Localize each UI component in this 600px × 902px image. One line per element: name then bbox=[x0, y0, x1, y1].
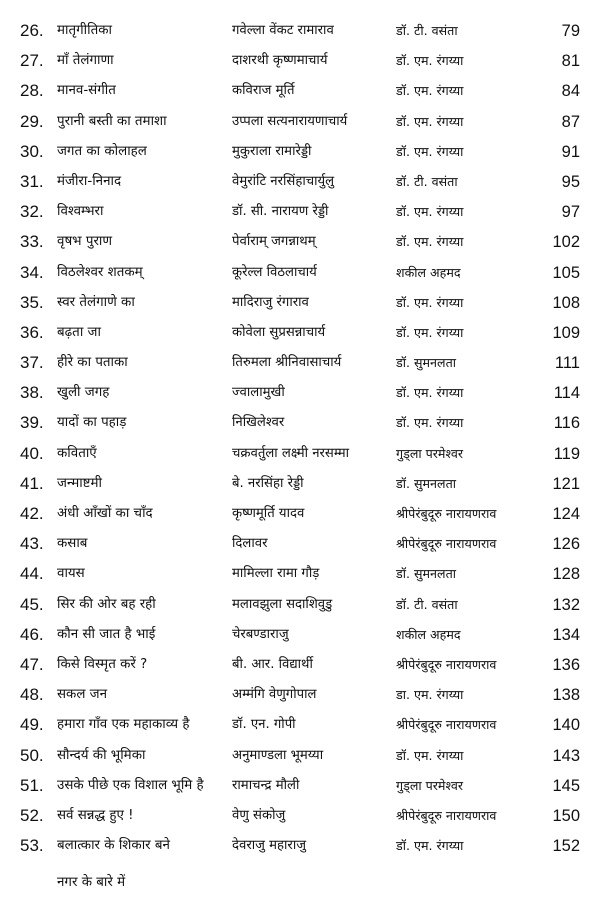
entry-title: मंजीरा-निनाद bbox=[57, 173, 122, 189]
entry-author: डॉ. एन. गोपी bbox=[232, 717, 296, 733]
entry-page-number: 79 bbox=[561, 22, 580, 40]
list-item bbox=[0, 76, 600, 106]
entry-author: दाशरथी कृष्णमाचार्य bbox=[232, 53, 328, 69]
list-item bbox=[0, 439, 600, 469]
entry-page-number: 81 bbox=[561, 52, 580, 71]
entry-translator: डॉ. टी. वसंता bbox=[396, 596, 458, 612]
entry-translator: डॉ. एम. रंगय्या bbox=[396, 113, 464, 129]
entry-number: 48. bbox=[20, 685, 44, 705]
entry-page-number: 143 bbox=[552, 746, 580, 765]
entry-page-number: 105 bbox=[552, 263, 580, 282]
entry-translator: शकील अहमद bbox=[396, 264, 461, 280]
entry-title: उसके पीछे एक विशाल भूमि है bbox=[57, 777, 204, 793]
list-item bbox=[0, 710, 600, 740]
entry-translator: श्रीपेरंबुदूरु नारायणराव bbox=[396, 717, 497, 733]
entry-title: माँ तेलंगाणा bbox=[57, 53, 114, 69]
entry-title: मानव-संगीत bbox=[57, 83, 116, 99]
entry-number: 35. bbox=[20, 292, 44, 312]
entry-title: हमारा गाँव एक महाकाव्य है bbox=[57, 717, 190, 733]
list-item bbox=[0, 801, 600, 831]
entry-page-number: 126 bbox=[552, 535, 580, 554]
list-item bbox=[0, 650, 600, 680]
entry-number: 52. bbox=[20, 805, 44, 825]
contents-list bbox=[0, 16, 600, 861]
entry-number: 47. bbox=[20, 654, 44, 674]
list-item bbox=[0, 258, 600, 288]
entry-author: उप्पला सत्यनारायणाचार्य bbox=[232, 113, 348, 129]
entry-translator: शकील अहमद bbox=[396, 626, 461, 642]
entry-title: वायस bbox=[57, 566, 85, 582]
entry-author: रामाचन्द्र मौली bbox=[232, 777, 300, 793]
entry-author: डॉ. सी. नारायण रेड्डी bbox=[232, 204, 329, 220]
list-item bbox=[0, 318, 600, 348]
list-item bbox=[0, 741, 600, 771]
entry-translator: डॉ. एम. रंगय्या bbox=[396, 415, 464, 431]
entry-author: चक्रवर्तुला लक्ष्मी नरसम्मा bbox=[232, 445, 350, 461]
entry-translator: श्रीपेरंबुदूरु नारायणराव bbox=[396, 656, 497, 672]
entry-translator: डॉ. एम. रंगय्या bbox=[396, 385, 464, 401]
entry-number: 32. bbox=[20, 202, 44, 222]
entry-translator: डॉ. एम. रंगय्या bbox=[396, 143, 464, 159]
entry-number: 51. bbox=[20, 775, 44, 795]
entry-author: पेर्वाराम् जगन्नाथम् bbox=[232, 234, 316, 250]
entry-title: जन्माष्टमी bbox=[57, 475, 102, 491]
list-item bbox=[0, 529, 600, 559]
entry-translator: श्रीपेरंबुदूरु नारायणराव bbox=[396, 536, 497, 552]
entry-page-number: 136 bbox=[552, 655, 580, 674]
entry-page-number: 102 bbox=[552, 233, 580, 252]
entry-translator: डॉ. टी. वसंता bbox=[396, 173, 458, 189]
entry-page-number: 134 bbox=[552, 625, 580, 644]
entry-page-number: 108 bbox=[552, 293, 580, 312]
entry-translator: श्रीपेरंबुदूरु नारायणराव bbox=[396, 807, 497, 823]
entry-translator: गुड्ला परमेश्वर bbox=[396, 777, 463, 793]
entry-author: कोवेला सुप्रसन्नाचार्य bbox=[232, 324, 326, 340]
entry-number: 36. bbox=[20, 322, 44, 342]
entry-translator: डॉ. सुमनलता bbox=[396, 355, 457, 371]
entry-page-number: 91 bbox=[561, 142, 580, 161]
entry-number: 42. bbox=[20, 504, 44, 523]
entry-title: सकल जन bbox=[57, 687, 108, 703]
entry-page-number: 116 bbox=[553, 414, 580, 433]
entry-number: 43. bbox=[20, 534, 44, 554]
entry-title: पुरानी बस्ती का तमाशा bbox=[57, 113, 167, 129]
entry-author: अम्मंगि वेणुगोपाल bbox=[232, 687, 317, 703]
list-item bbox=[0, 771, 600, 801]
entry-title: वृषभ पुराण bbox=[57, 234, 113, 250]
entry-author: बी. आर. विद्यार्थी bbox=[232, 656, 313, 672]
entry-author: चेरबण्डाराजु bbox=[232, 626, 289, 642]
entry-author: अनुमाण्डला भूमय्या bbox=[232, 747, 324, 763]
entry-translator: डॉ. एम. रंगय्या bbox=[396, 83, 464, 99]
entry-number: 44. bbox=[20, 564, 44, 584]
entry-author: गवेल्ला वेंकट रामाराव bbox=[232, 23, 334, 38]
entry-page-number: 111 bbox=[554, 354, 580, 373]
list-item bbox=[0, 227, 600, 257]
entry-page-number: 132 bbox=[552, 595, 580, 614]
entry-author: मादिराजु रंगाराव bbox=[232, 294, 309, 310]
entry-translator: गुड्ला परमेश्वर bbox=[396, 445, 463, 461]
entry-author: मामिल्ला रामा गौड़ bbox=[232, 566, 320, 582]
entry-title: सिर की ओर बह रही bbox=[57, 596, 156, 612]
entry-author: ज्वालामुखी bbox=[232, 385, 285, 401]
title-continuation: नगर के बारे में bbox=[57, 875, 126, 890]
entry-translator: डॉ. एम. रंगय्या bbox=[396, 294, 464, 310]
entry-author: मलावझुला सदाशिवुडु bbox=[232, 596, 333, 612]
entry-number: 27. bbox=[20, 51, 44, 71]
entry-author: मुकुराला रामारेड्डी bbox=[232, 143, 312, 159]
entry-translator: डॉ. एम. रंगय्या bbox=[396, 53, 464, 69]
list-item bbox=[0, 46, 600, 76]
entry-title: विश्वम्भरा bbox=[57, 204, 104, 220]
entry-translator: डॉ. एम. रंगय्या bbox=[396, 838, 464, 854]
entry-number: 40. bbox=[20, 443, 44, 463]
entry-number: 46. bbox=[20, 624, 44, 644]
entry-author: तिरुमला श्रीनिवासाचार्य bbox=[232, 355, 342, 371]
entry-number: 26. bbox=[20, 21, 44, 40]
entry-number: 33. bbox=[20, 232, 44, 252]
list-item bbox=[0, 620, 600, 650]
entry-page-number: 138 bbox=[552, 686, 580, 705]
entry-author: कूरेल्ल विठलाचार्य bbox=[232, 264, 317, 280]
entry-title: सौन्दर्य की भूमिका bbox=[57, 747, 146, 763]
entry-page-number: 140 bbox=[552, 716, 580, 735]
list-item bbox=[0, 197, 600, 227]
entry-translator: डॉ. सुमनलता bbox=[396, 475, 457, 491]
entry-page-number: 84 bbox=[561, 82, 580, 101]
entry-page-number: 95 bbox=[561, 172, 580, 191]
list-item bbox=[0, 559, 600, 589]
entry-author: कृष्णमूर्ति यादव bbox=[232, 506, 305, 521]
entry-number: 45. bbox=[20, 594, 44, 614]
entry-number: 37. bbox=[20, 353, 44, 373]
entry-translator: डा. एम. रंगय्या bbox=[396, 687, 464, 703]
entry-page-number: 119 bbox=[553, 444, 580, 463]
entry-number: 30. bbox=[20, 141, 44, 161]
list-item bbox=[0, 831, 600, 861]
entry-page-number: 114 bbox=[553, 384, 580, 403]
entry-page-number: 150 bbox=[552, 806, 580, 825]
entry-title: विठलेश्वर शतकम् bbox=[57, 264, 143, 280]
entry-title: स्वर तेलंगाणे का bbox=[57, 294, 135, 310]
entry-author: बे. नरसिंहा रेड्डी bbox=[232, 475, 304, 491]
list-item bbox=[0, 137, 600, 167]
entry-page-number: 145 bbox=[552, 776, 580, 795]
entry-author: निखिलेश्वर bbox=[232, 415, 285, 431]
entry-title: कसाब bbox=[57, 536, 88, 552]
entry-title: खुली जगह bbox=[57, 385, 110, 401]
list-item bbox=[0, 16, 600, 46]
entry-number: 50. bbox=[20, 745, 44, 765]
entry-page-number: 109 bbox=[552, 323, 580, 342]
entry-title: सर्व सन्नद्ध हुए ! bbox=[57, 807, 134, 823]
entry-author: कविराज मूर्ति bbox=[232, 83, 295, 99]
list-item bbox=[0, 469, 600, 499]
entry-number: 49. bbox=[20, 715, 44, 735]
entry-title: मातृगीतिका bbox=[57, 23, 112, 38]
entry-number: 29. bbox=[20, 111, 44, 131]
entry-translator: डॉ. एम. रंगय्या bbox=[396, 234, 464, 250]
list-item bbox=[0, 499, 600, 529]
entry-page-number: 87 bbox=[561, 112, 580, 131]
entry-number: 31. bbox=[20, 171, 44, 191]
entry-author: वेमुरांटि नरसिंहाचार्युलु bbox=[232, 173, 335, 189]
entry-page-number: 121 bbox=[552, 474, 580, 493]
entry-translator: श्रीपेरंबुदूरु नारायणराव bbox=[396, 506, 497, 521]
entry-title: बढ़ता जा bbox=[57, 324, 101, 340]
list-item bbox=[0, 288, 600, 318]
list-item bbox=[0, 107, 600, 137]
entry-title: अंधी आँखों का चाँद bbox=[57, 506, 153, 521]
list-item bbox=[0, 378, 600, 408]
list-item bbox=[0, 590, 600, 620]
entry-number: 28. bbox=[20, 81, 44, 101]
list-item bbox=[0, 167, 600, 197]
entry-page-number: 128 bbox=[552, 565, 580, 584]
entry-page-number: 97 bbox=[561, 203, 580, 222]
entry-title: कौन सी जात है भाई bbox=[57, 626, 156, 642]
entry-title: कविताएँ bbox=[57, 445, 97, 461]
entry-author: देवराजु महाराजु bbox=[232, 838, 307, 854]
entry-page-number: 152 bbox=[552, 837, 580, 856]
entry-translator: डॉ. एम. रंगय्या bbox=[396, 747, 464, 763]
entry-title: यादों का पहाड़ bbox=[57, 415, 127, 431]
entry-author: दिलावर bbox=[232, 536, 268, 552]
entry-number: 39. bbox=[20, 413, 44, 433]
entry-translator: डॉ. एम. रंगय्या bbox=[396, 324, 464, 340]
list-item bbox=[0, 680, 600, 710]
entry-title: बलात्कार के शिकार बने bbox=[57, 838, 170, 854]
entry-title: हीरे का पताका bbox=[57, 355, 128, 371]
entry-author: वेणु संकोजु bbox=[232, 807, 286, 823]
entry-number: 41. bbox=[20, 473, 44, 493]
entry-number: 38. bbox=[20, 383, 44, 403]
list-item bbox=[0, 408, 600, 438]
entry-number: 53. bbox=[20, 836, 44, 856]
entry-translator: डॉ. एम. रंगय्या bbox=[396, 204, 464, 220]
entry-title: जगत का कोलाहल bbox=[57, 143, 147, 159]
entry-page-number: 124 bbox=[552, 505, 580, 523]
entry-number: 34. bbox=[20, 262, 44, 282]
entry-translator: डॉ. टी. वसंता bbox=[396, 23, 458, 38]
entry-translator: डॉ. सुमनलता bbox=[396, 566, 457, 582]
list-item bbox=[0, 348, 600, 378]
entry-title: किसे विस्मृत करें ? bbox=[57, 656, 148, 672]
